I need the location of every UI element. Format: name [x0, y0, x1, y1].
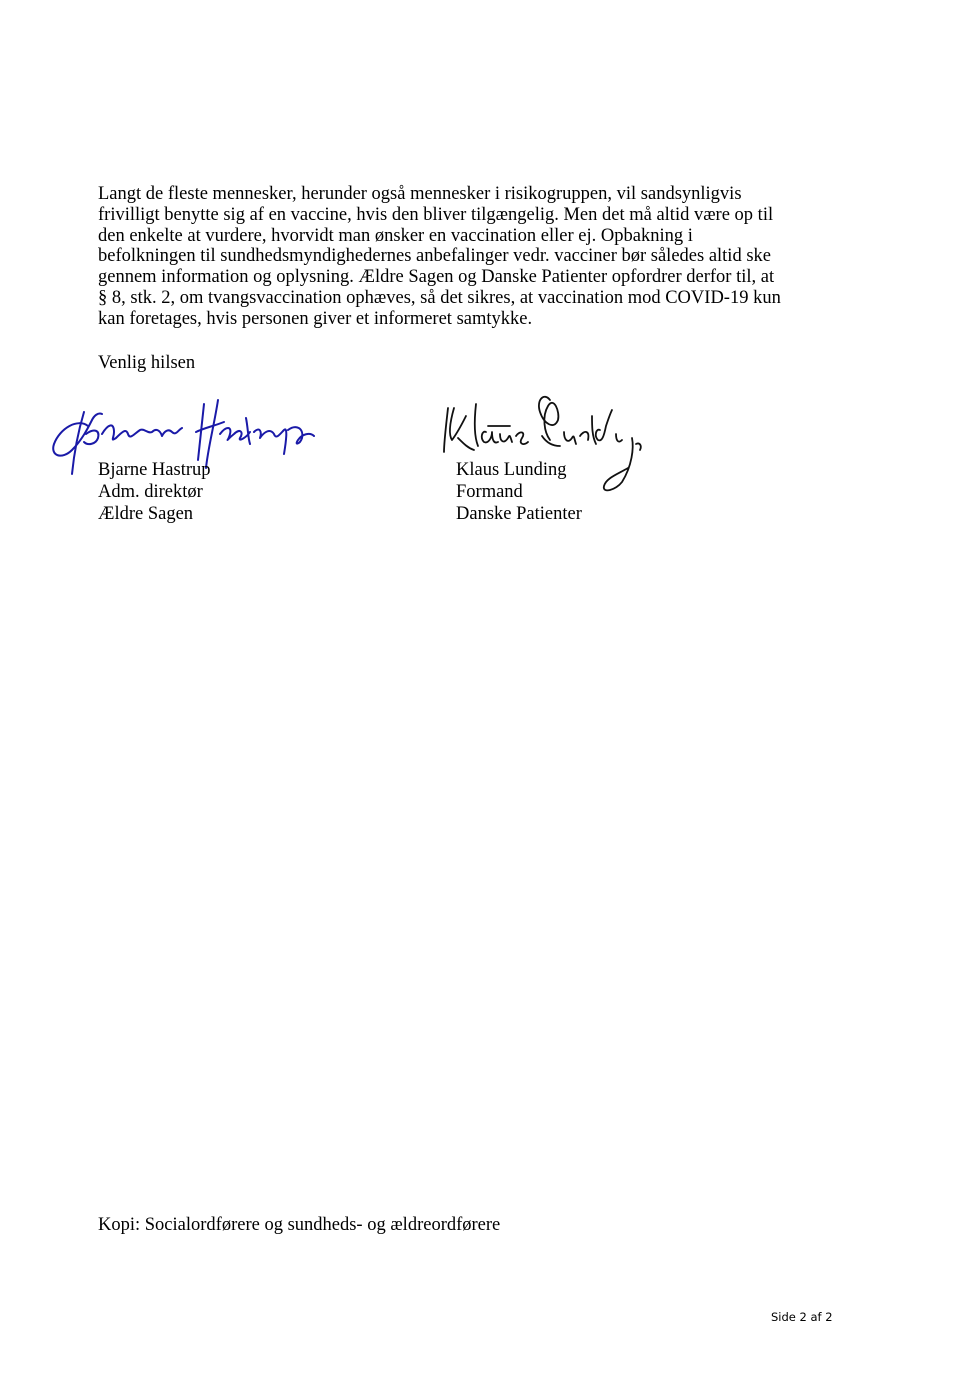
- letter-body: [98, 184, 838, 330]
- closing-greeting: Venlig hilsen: [98, 353, 196, 373]
- signatory-name: Bjarne Hastrup: [98, 460, 211, 480]
- signatory-organization: Danske Patienter: [456, 504, 582, 524]
- signatory-title: Formand: [456, 482, 523, 502]
- copy-recipients-line: Kopi: Socialordførere og sundheds- og ældreordførere: [98, 1215, 501, 1235]
- body-line: kan foretages, hvis personen giver et informeret samtykke.: [98, 308, 533, 329]
- body-line: befolkningen til sundhedsmyndighedernes anbefalinger vedr. vacciner bør således altid ske: [98, 246, 771, 267]
- body-line: Langt de fleste mennesker, herunder også mennesker i risikogruppen, vil sandsynligvis: [98, 184, 742, 204]
- body-line: gennem information og oplysning. Ældre Sagen og Danske Patienter opfordrer derfor til, at: [98, 267, 775, 288]
- body-line: § 8, stk. 2, om tvangsvaccination ophæves, så det sikres, at vaccination mod COVID-19 kun: [98, 287, 781, 308]
- signatory-name: Klaus Lunding: [456, 460, 567, 480]
- page-number: Side 2 af 2: [771, 1310, 833, 1324]
- signatory-block-right: [456, 459, 582, 525]
- signatory-title: Adm. direktør: [98, 482, 203, 502]
- signatory-organization: Ældre Sagen: [98, 504, 194, 524]
- body-line: den enkelte at vurdere, hvorvidt man ønsker en vaccination eller ej. Opbakning i: [98, 225, 693, 246]
- signatory-block-left: [98, 459, 211, 525]
- body-line: frivilligt benytte sig af en vaccine, hvis den bliver tilgængelig. Men det må altid være op til: [98, 204, 774, 225]
